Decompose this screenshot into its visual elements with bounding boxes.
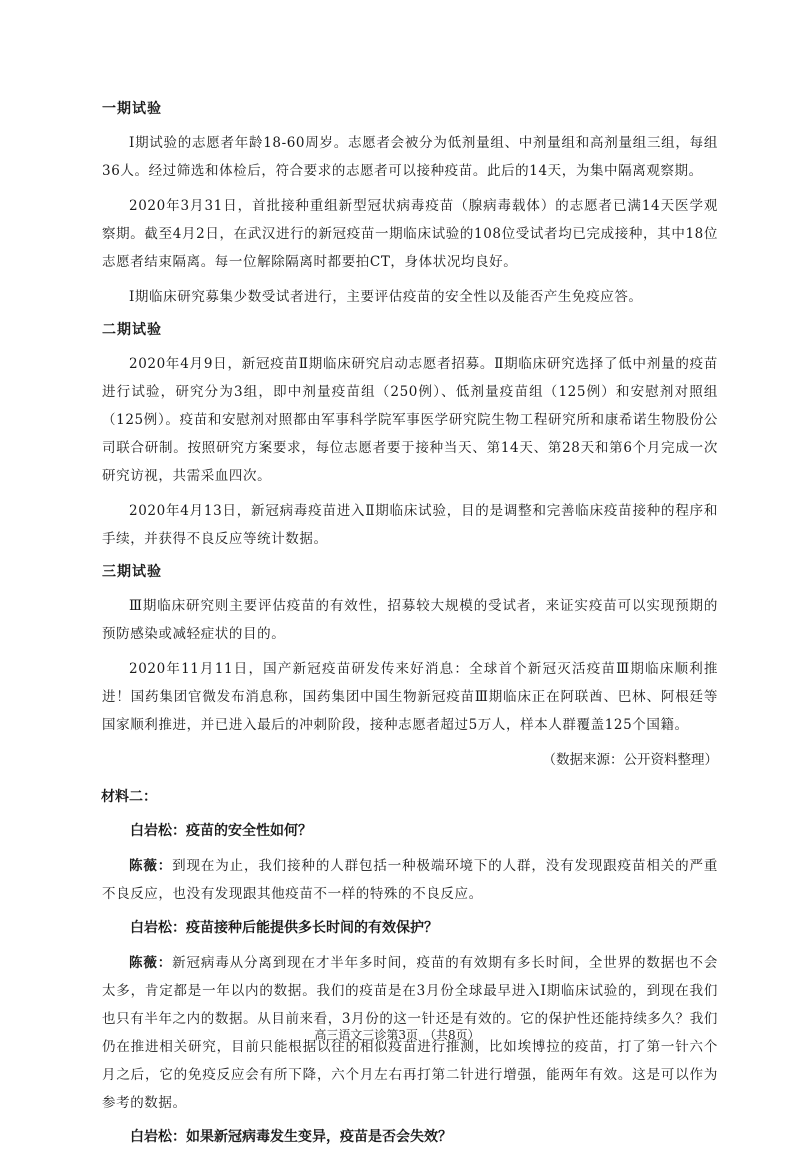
page-content [102,97,718,1158]
phase2-heading: 二期试验 [102,322,162,338]
interview-answer-1 [102,852,718,908]
phase1-paragraph-2: 2020年3月31日，首批接种重组新型冠状病毒疫苗（腺病毒载体）的志愿者已满14天医学观察期。截至4月2日，在武汉进行的新冠疫苗一期临床试验的108位受试者均已完成接种，其中18位志愿者结束隔离。每一位解除隔离时都要拍CT，身体状况均良好。 [102,198,718,270]
phase1-heading: 一期试验 [102,101,162,117]
interview-question-3: 白岩松：如果新冠病毒发生变异，疫苗是否会失效？ [130,1129,452,1145]
phase3-paragraph-2: 2020年11月11日，国产新冠疫苗研发传来好消息：全球首个新冠灭活疫苗Ⅲ期临床顺利推进！国药集团官微发布消息称，国药集团中国生物新冠疫苗Ⅲ期临床正在阿联酋、巴林、阿根廷等国家顺利推进，并已进入最后的冲刺阶段，接种志愿者超过5万人，样本人群覆盖125个国籍。 [102,661,718,733]
answer-1-text: 到现在为止，我们接种的人群包括一种极端环境下的人群，没有发现跟疫苗相关的严重不良反应，也没有发现跟其他疫苗不一样的特殊的不良反应。 [102,858,718,902]
interview-question-2: 白岩松：疫苗接种后能提供多长时间的有效保护？ [130,920,438,936]
interview-question-1: 白岩松：疫苗的安全性如何？ [130,823,312,839]
phase1-paragraph-3: Ⅰ期临床研究募集少数受试者进行，主要评估疫苗的安全性以及能否产生免疫应答。 [129,289,643,305]
page-footer: 高三语文三诊第3页 （共8页） [314,1028,480,1042]
answer-1-speaker: 陈薇： [129,858,173,874]
phase3-heading: 三期试验 [102,564,162,580]
phase1-paragraph-1: Ⅰ期试验的志愿者年龄18-60周岁。志愿者会被分为低剂量组、中剂量组和高剂量组三组，每组36人。经过筛选和体检后，符合要求的志愿者可以接种疫苗。此后的14天，为集中隔离观察期。 [102,135,718,179]
data-source-note: （数据来源：公开资料整理） [542,752,718,768]
answer-2-text: 新冠病毒从分离到现在才半年多时间，疫苗的有效期有多长时间，全世界的数据也不会太多，肯定都是一年以内的数据。我们的疫苗是在3月份全球最早进入Ⅰ期临床试验的，到现在我们也只有半年之内的数据。从目前来看，3月份的这一针还是有效的。它的保护性还能持续多久？我们仍在推进相关研究，目前只能根据以往的相似疫苗进行推测，比如埃博拉的疫苗，打了第一针六个月之后，它的免疫反应会有所下降，六个月左右再打第二针进行增强，能两年有效。这是可以作为参考的数据。 [102,955,718,1111]
phase2-paragraph-2: 2020年4月13日，新冠病毒疫苗进入Ⅱ期临床试验，目的是调整和完善临床疫苗接种的程序和手续，并获得不良反应等统计数据。 [102,503,718,547]
phase2-paragraph-1: 2020年4月9日，新冠疫苗Ⅱ期临床研究启动志愿者招募。Ⅱ期临床研究选择了低中剂量的疫苗进行试验，研究分为3组，即中剂量疫苗组（250例）、低剂量疫苗组（125例）和安慰剂对照组（125例）。疫苗和安慰剂对照都由军事科学院军事医学研究院生物工程研究所和康希诺生物股份公司联合研制。按照研究方案要求，每位志愿者要于接种当天、第14天、第28天和第6个月完成一次研究访视，共需采血四次。 [102,356,718,484]
answer-2-speaker: 陈薇： [129,955,173,971]
material-2-label: 材料二： [101,789,157,805]
phase3-paragraph-1: Ⅲ期临床研究则主要评估疫苗的有效性，招募较大规模的受试者，来证实疫苗可以实现预期的预防感染或减轻症状的目的。 [102,598,718,642]
